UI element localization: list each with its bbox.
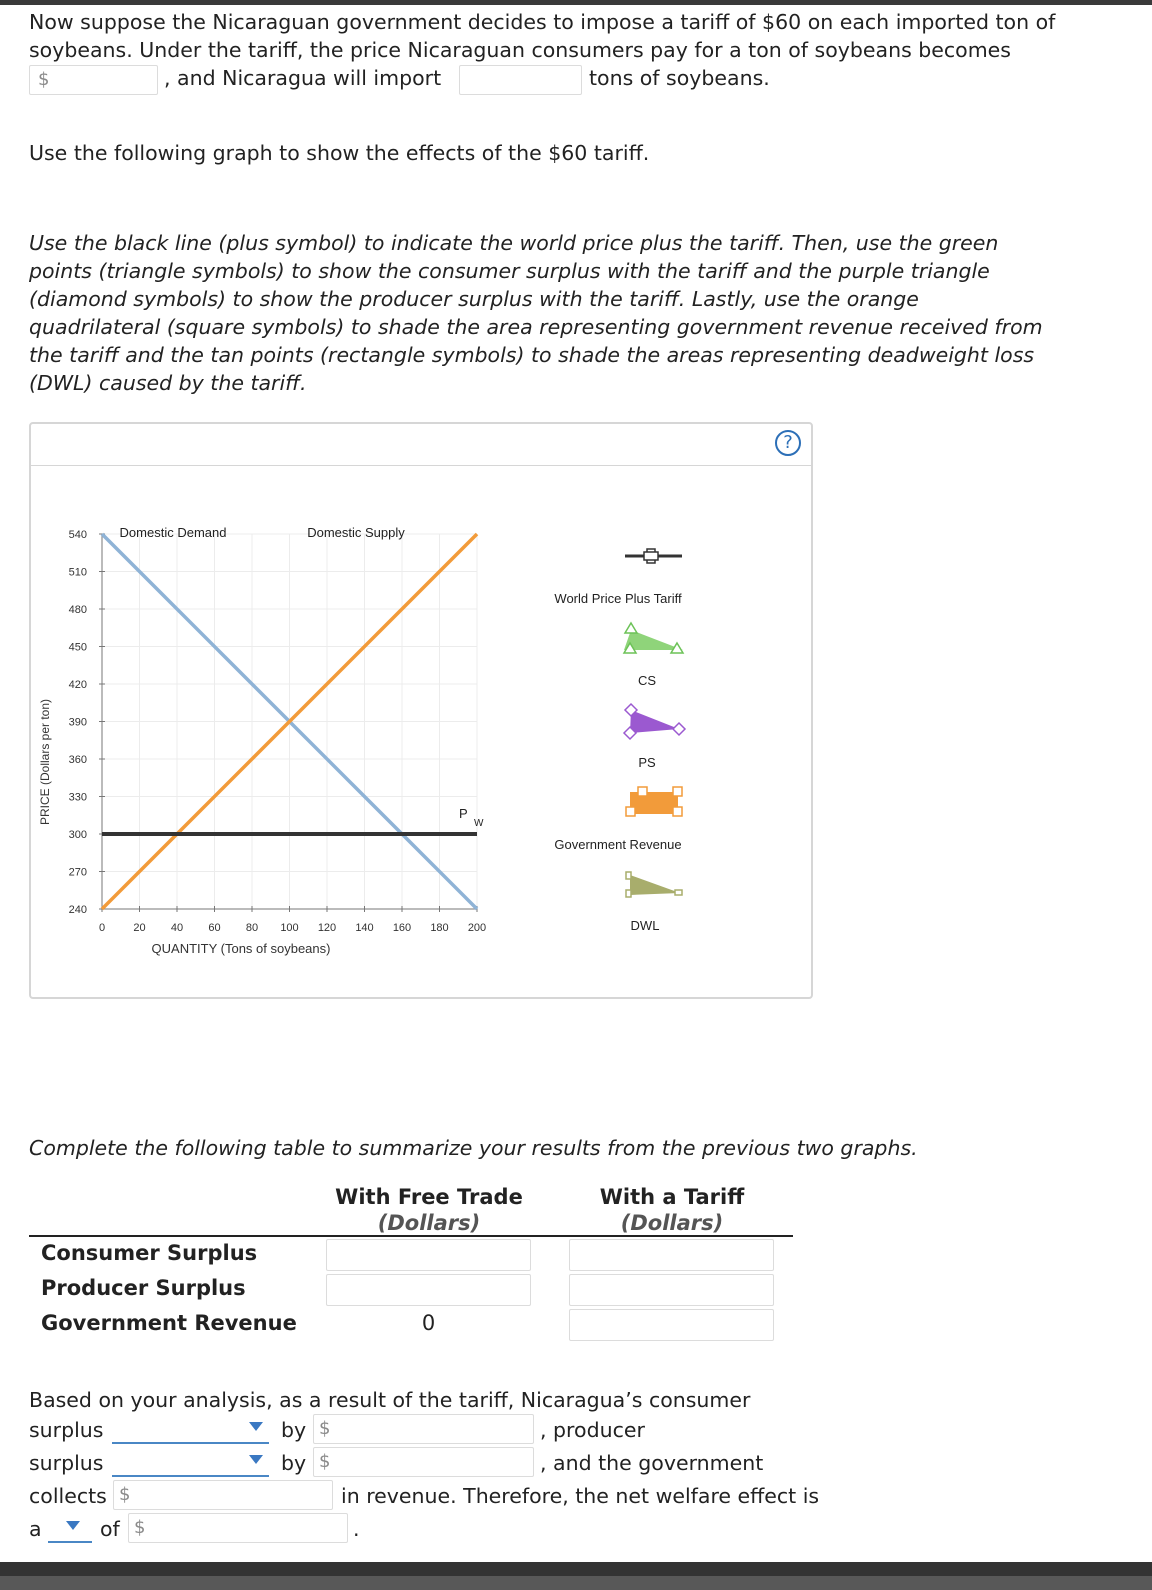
x-tick-label: 40 xyxy=(170,922,184,934)
x-tick-label: 140 xyxy=(355,922,374,934)
producer-text: , producer xyxy=(540,1418,645,1442)
collects-word: collects xyxy=(29,1484,107,1508)
x-tick-label: 180 xyxy=(430,922,449,934)
x-tick-label: 100 xyxy=(280,922,299,934)
supply-curve-label: Domestic Supply xyxy=(307,525,405,540)
y-tick-label: 540 xyxy=(68,529,87,541)
x-tick-label: 0 xyxy=(98,922,106,934)
y-tick-label: 420 xyxy=(68,679,87,691)
x-tick-label: 160 xyxy=(392,922,412,934)
net-welfare-amount-input[interactable] xyxy=(128,1513,348,1543)
y-tick-label: 240 xyxy=(68,904,87,916)
currency-symbol: $ xyxy=(134,1517,146,1538)
tan-rectangle-shape-icon xyxy=(630,875,680,895)
plus-line-icon xyxy=(644,549,658,563)
y-tick-label: 450 xyxy=(68,641,87,654)
dwl-tool[interactable] xyxy=(626,872,682,933)
surplus-word: surplus xyxy=(29,1451,104,1475)
x-tick-label: 120 xyxy=(317,922,337,934)
y-tick-label: 330 xyxy=(68,791,87,804)
y-tick-labels xyxy=(69,529,87,916)
net-welfare-dropdown[interactable] xyxy=(48,1513,92,1543)
revenue-text: in revenue. Therefore, the net welfare effect is xyxy=(341,1484,820,1508)
question-end-text: tons of soybeans. xyxy=(589,66,770,90)
purple-diamond-triangle-icon xyxy=(630,710,679,733)
table-header-rule xyxy=(29,1235,793,1237)
x-tick-labels xyxy=(99,922,486,934)
y-tick-label: 300 xyxy=(68,829,87,841)
y-tick-label: 390 xyxy=(68,716,87,729)
surplus-word: surplus xyxy=(29,1418,104,1442)
column-header-tariff xyxy=(562,1184,782,1236)
question-mid-text: , and Nicaragua will import xyxy=(164,66,442,90)
x-tick-label: 80 xyxy=(245,922,259,934)
column-subtitle: (Dollars) xyxy=(620,1211,724,1235)
government-revenue-tool[interactable] xyxy=(554,787,682,852)
column-header-free-trade xyxy=(319,1184,539,1236)
chevron-down-icon xyxy=(249,1422,263,1431)
table-intro: Complete the following table to summarize your results from the previous two graphs. xyxy=(29,1136,918,1160)
row-label-consumer-surplus: Consumer Surplus xyxy=(41,1241,258,1265)
currency-symbol: $ xyxy=(119,1484,131,1505)
y-tick-label: 360 xyxy=(68,754,87,766)
conclusion-line-1: Based on your analysis, as a result of the tariff, Nicaragua’s consumer xyxy=(29,1388,751,1412)
instruction-2-line: Use the black line (plus symbol) to indicate the world price plus the tariff. Then, use the green xyxy=(29,231,999,255)
help-icon[interactable]: ? xyxy=(775,430,801,456)
instruction-2-line: (DWL) caused by the tariff. xyxy=(29,371,307,395)
chevron-down-icon xyxy=(249,1455,263,1464)
currency-symbol: $ xyxy=(319,1451,331,1472)
cs-free-trade-input[interactable] xyxy=(326,1239,531,1271)
gov-revenue-tariff-input[interactable] xyxy=(569,1309,774,1341)
ps-tariff-input[interactable] xyxy=(569,1274,774,1306)
palette-label: PS xyxy=(638,755,656,770)
cs-tariff-input[interactable] xyxy=(569,1239,774,1271)
ps-change-amount-input[interactable] xyxy=(313,1447,534,1477)
x-tick-label: 200 xyxy=(467,922,487,934)
orange-square-quad-icon xyxy=(630,792,678,814)
x-tick-label: 60 xyxy=(208,922,221,934)
cs-change-amount-input[interactable] xyxy=(313,1414,534,1444)
column-title: With Free Trade xyxy=(335,1185,523,1209)
cs-tool[interactable] xyxy=(624,623,683,688)
of-word: of xyxy=(100,1517,120,1541)
gov-revenue-amount-input[interactable] xyxy=(113,1480,333,1510)
world-price-label: P xyxy=(459,806,468,821)
ps-free-trade-input[interactable] xyxy=(326,1274,531,1306)
y-axis-label: PRICE (Dollars per ton) xyxy=(38,698,52,826)
y-tick-label: 270 xyxy=(68,866,87,879)
ps-tool[interactable] xyxy=(624,704,685,770)
instruction-2-line: quadrilateral (square symbols) to shade the area representing government revenue received from xyxy=(29,315,1043,339)
demand-curve-label: Domestic Demand xyxy=(119,525,227,540)
palette-label: Government Revenue xyxy=(554,837,682,852)
gov-revenue-free-trade-value: 0 xyxy=(421,1311,436,1335)
bottom-bar-lower xyxy=(0,1576,1152,1590)
world-price-label-subscript: W xyxy=(474,818,484,829)
y-tick-label: 480 xyxy=(68,604,87,616)
x-tick-label: 20 xyxy=(133,922,146,934)
world-price-plus-tariff-tool[interactable] xyxy=(554,549,682,606)
currency-symbol: $ xyxy=(38,69,50,90)
currency-symbol: $ xyxy=(319,1418,331,1439)
palette-label: CS xyxy=(637,673,657,688)
instruction-2-line: the tariff and the tan points (rectangle symbols) to shade the areas representing deadweight loss xyxy=(29,343,1035,367)
y-tick-label: 510 xyxy=(68,566,87,579)
instruction-1: Use the following graph to show the effects of the $60 tariff. xyxy=(29,141,650,165)
by-word: by xyxy=(281,1451,307,1475)
chevron-down-icon xyxy=(66,1521,80,1530)
ps-change-dropdown[interactable] xyxy=(112,1447,269,1477)
question-line-1: Now suppose the Nicaraguan government decides to impose a tariff of $60 on each imported ton of xyxy=(29,10,1056,34)
instruction-2-line: points (triangle symbols) to show the consumer surplus with the tariff and the purple triangle xyxy=(29,259,990,283)
row-label-government-revenue: Government Revenue xyxy=(41,1311,297,1335)
x-axis-label: QUANTITY (Tons of soybeans) xyxy=(151,941,331,956)
question-line-2: soybeans. Under the tariff, the price Nicaraguan consumers pay for a ton of soybeans becomes xyxy=(29,38,1011,62)
government-text: , and the government xyxy=(540,1451,764,1475)
palette-label: DWL xyxy=(630,918,660,933)
column-title: With a Tariff xyxy=(599,1185,745,1209)
a-word: a xyxy=(29,1517,42,1541)
row-label-producer-surplus: Producer Surplus xyxy=(41,1276,246,1300)
period: . xyxy=(353,1517,360,1541)
cs-change-dropdown[interactable] xyxy=(112,1414,269,1444)
column-subtitle: (Dollars) xyxy=(377,1211,481,1235)
palette-label: World Price Plus Tariff xyxy=(554,591,682,606)
by-word: by xyxy=(281,1418,307,1442)
instruction-2-line: (diamond symbols) to show the producer surplus with the tariff. Lastly, use the orange xyxy=(29,287,919,311)
